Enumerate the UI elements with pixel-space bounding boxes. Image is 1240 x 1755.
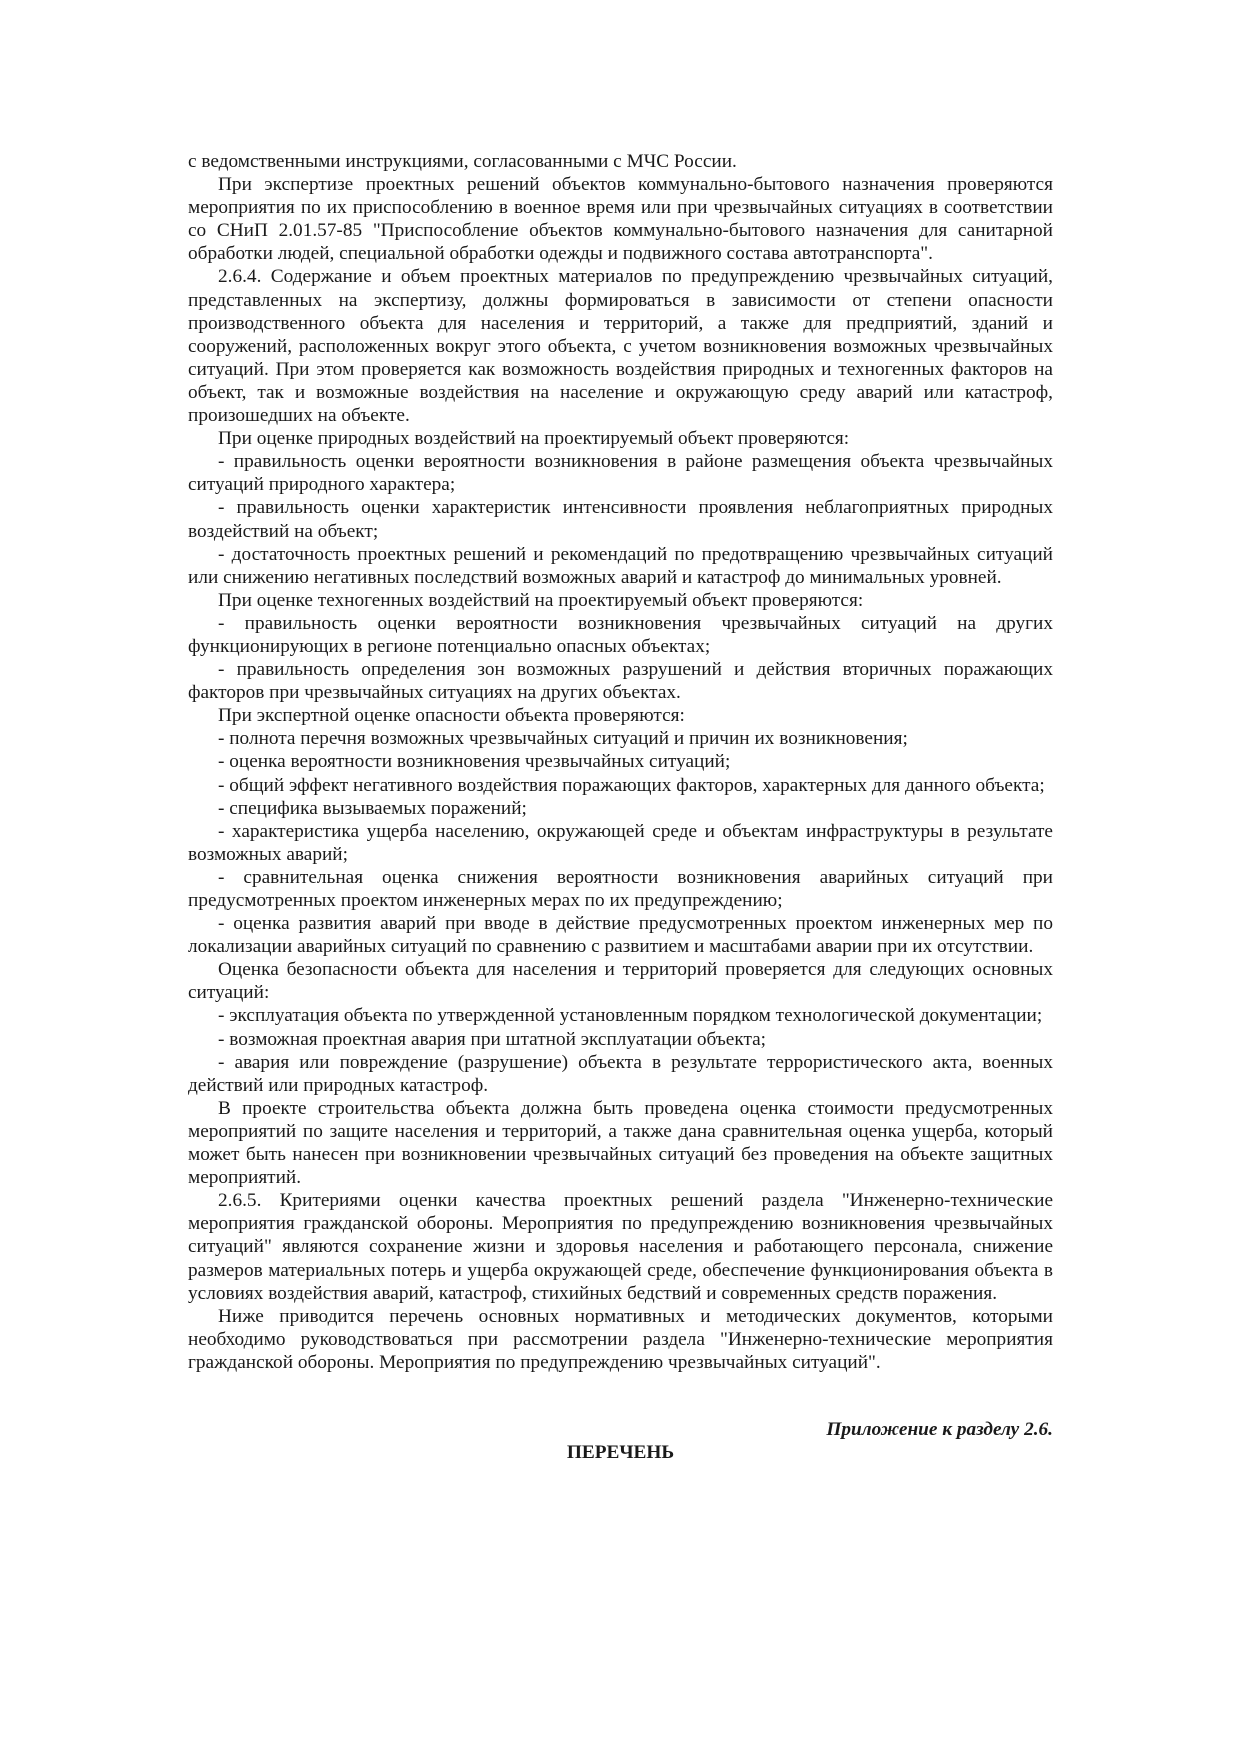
- paragraph: В проекте строительства объекта должна быть проведена оценка стоимости предусмотренных мероприятий по защите населения и территорий, а также дана сравнительная оценка ущерба, который может быть нанесен при возникновении чрезвычайных ситуаций без проведения на объекте защитных мероприятий.: [188, 1097, 1053, 1189]
- list-item: - общий эффект негативного воздействия поражающих факторов, характерных для данного объекта;: [218, 774, 1045, 796]
- paragraph: 2.6.4. Содержание и объем проектных материалов по предупреждению чрезвычайных ситуаций, представленных на экспертизу, должны формироваться в зависимости от степени опасности производственного объекта для населения и территорий, а также для предприятий, зданий и сооружений, расположенных вокруг этого объекта, с учетом возникновения возможных чрезвычайных ситуаций. При этом проверяется как возможность воздействия природных и техногенных факторов на объект, так и возможные воздействия на население и окружающую среду аварий или катастроф, произошедших на объекте.: [188, 266, 1053, 427]
- list-item: - оценка вероятности возникновения чрезвычайных ситуаций;: [218, 751, 731, 773]
- list-item: - правильность определения зон возможных разрушений и действия вторичных поражающих факторов при чрезвычайных ситуациях на других объектах.: [188, 659, 1053, 704]
- list-item: - специфика вызываемых поражений;: [218, 797, 527, 819]
- list-item: - характеристика ущерба населению, окружающей среде и объектам инфраструктуры в результате возможных аварий;: [188, 820, 1053, 865]
- list-item: - сравнительная оценка снижения вероятности возникновения аварийных ситуаций при предусмотренных проектом инженерных мерах по их предупреждению;: [188, 866, 1053, 911]
- paragraph: с ведомственными инструкциями, согласованными с МЧС России.: [188, 151, 737, 172]
- list-title: ПЕРЕЧЕНЬ: [566, 1442, 675, 1464]
- paragraph: Ниже приводится перечень основных нормативных и методических документов, которыми необходимо руководствоваться при рассмотрении раздела "Инженерно-технические мероприятия гражданской обороны. Мероприятия по предупреждению чрезвычайных ситуаций".: [188, 1305, 1053, 1373]
- document-page: [188, 150, 1053, 1464]
- appendix-label: Приложение к разделу 2.6.: [826, 1418, 1053, 1440]
- paragraph: 2.6.5. Критериями оценки качества проектных решений раздела "Инженерно-технические мероприятия гражданской обороны. Мероприятия по предупреждению возникновения чрезвычайных ситуаций" являются сохранение жизни и здоровья населения и работающего персонала, снижение размеров материальных потерь и ущерба окружающей среде, обеспечение функционирования объекта в условиях воздействия аварий, катастроф, стихийных бедствий и современных средств поражения.: [188, 1190, 1053, 1304]
- paragraph: При оценке природных воздействий на проектируемый объект проверяются:: [218, 428, 850, 450]
- list-item: - правильность оценки вероятности возникновения чрезвычайных ситуаций на других функционирующих в регионе потенциально опасных объектах;: [188, 612, 1053, 657]
- paragraph: Оценка безопасности объекта для населения и территорий проверяется для следующих основных ситуаций:: [188, 959, 1053, 1004]
- paragraph: При экспертизе проектных решений объектов коммунально-бытового назначения проверяются мероприятия по их приспособлению в военное время или при чрезвычайных ситуациях в соответствии со СНиП 2.01.57-85 "Приспособление объектов коммунально-бытового назначения для санитарной обработки людей, специальной обработки одежды и подвижного состава автотранспорта".: [188, 174, 1053, 265]
- list-item: - правильность оценки вероятности возникновения в районе размещения объекта чрезвычайных ситуаций природного характера;: [188, 451, 1053, 496]
- paragraph: При оценке техногенных воздействий на проектируемый объект проверяются:: [218, 589, 864, 611]
- list-item: - полнота перечня возможных чрезвычайных ситуаций и причин их возникновения;: [218, 728, 908, 750]
- list-item: - правильность оценки характеристик интенсивности проявления неблагоприятных природных воздействий на объект;: [188, 497, 1053, 542]
- list-item: - авария или повреждение (разрушение) объекта в результате террористического акта, военных действий или природных катастроф.: [188, 1051, 1053, 1096]
- list-item: - эксплуатация объекта по утвержденной установленным порядком технологической документации;: [218, 1005, 1043, 1027]
- list-item: - оценка развития аварий при вводе в действие предусмотренных проектом инженерных мер по локализации аварийных ситуаций по сравнению с развитием и масштабами аварии при их отсутствии.: [188, 913, 1053, 958]
- list-item: - достаточность проектных решений и рекомендаций по предотвращению чрезвычайных ситуаций или снижению негативных последствий возможных аварий и катастроф до минимальных уровней.: [188, 543, 1053, 588]
- paragraph: При экспертной оценке опасности объекта проверяются:: [218, 705, 685, 727]
- list-item: - возможная проектная авария при штатной эксплуатации объекта;: [218, 1028, 767, 1050]
